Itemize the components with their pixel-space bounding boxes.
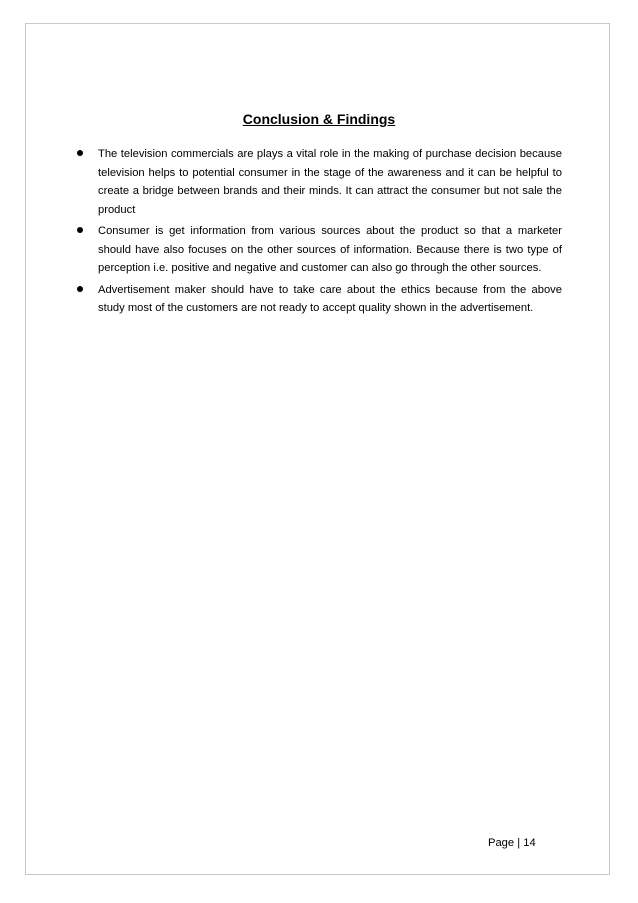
bullet-icon xyxy=(77,286,83,292)
findings-list xyxy=(76,145,562,321)
list-item xyxy=(76,145,562,219)
list-item-text: Consumer is get information from various sources about the product so that a marketer should have also focuses on the other sources of information. Because there is two type of perception i.e. positive and negative and customer can also go through the other sources. xyxy=(98,225,562,274)
bullet-icon xyxy=(77,227,83,233)
bullet-icon xyxy=(77,150,83,156)
list-item xyxy=(76,281,562,318)
page-title: Conclusion & Findings xyxy=(242,111,396,127)
list-item-text: Advertisement maker should have to take care about the ethics because from the above study most of the customers are not ready to accept quality shown in the advertisement. xyxy=(98,283,562,314)
page-number: Page | 14 xyxy=(488,837,536,849)
list-item-text: The television commercials are plays a vital role in the making of purchase decision because television helps to potential consumer in the stage of the awareness and it can be helpful to create a bridge between brands and their minds. It can attract the consumer but not sale the product xyxy=(98,148,562,216)
list-item xyxy=(76,222,562,278)
